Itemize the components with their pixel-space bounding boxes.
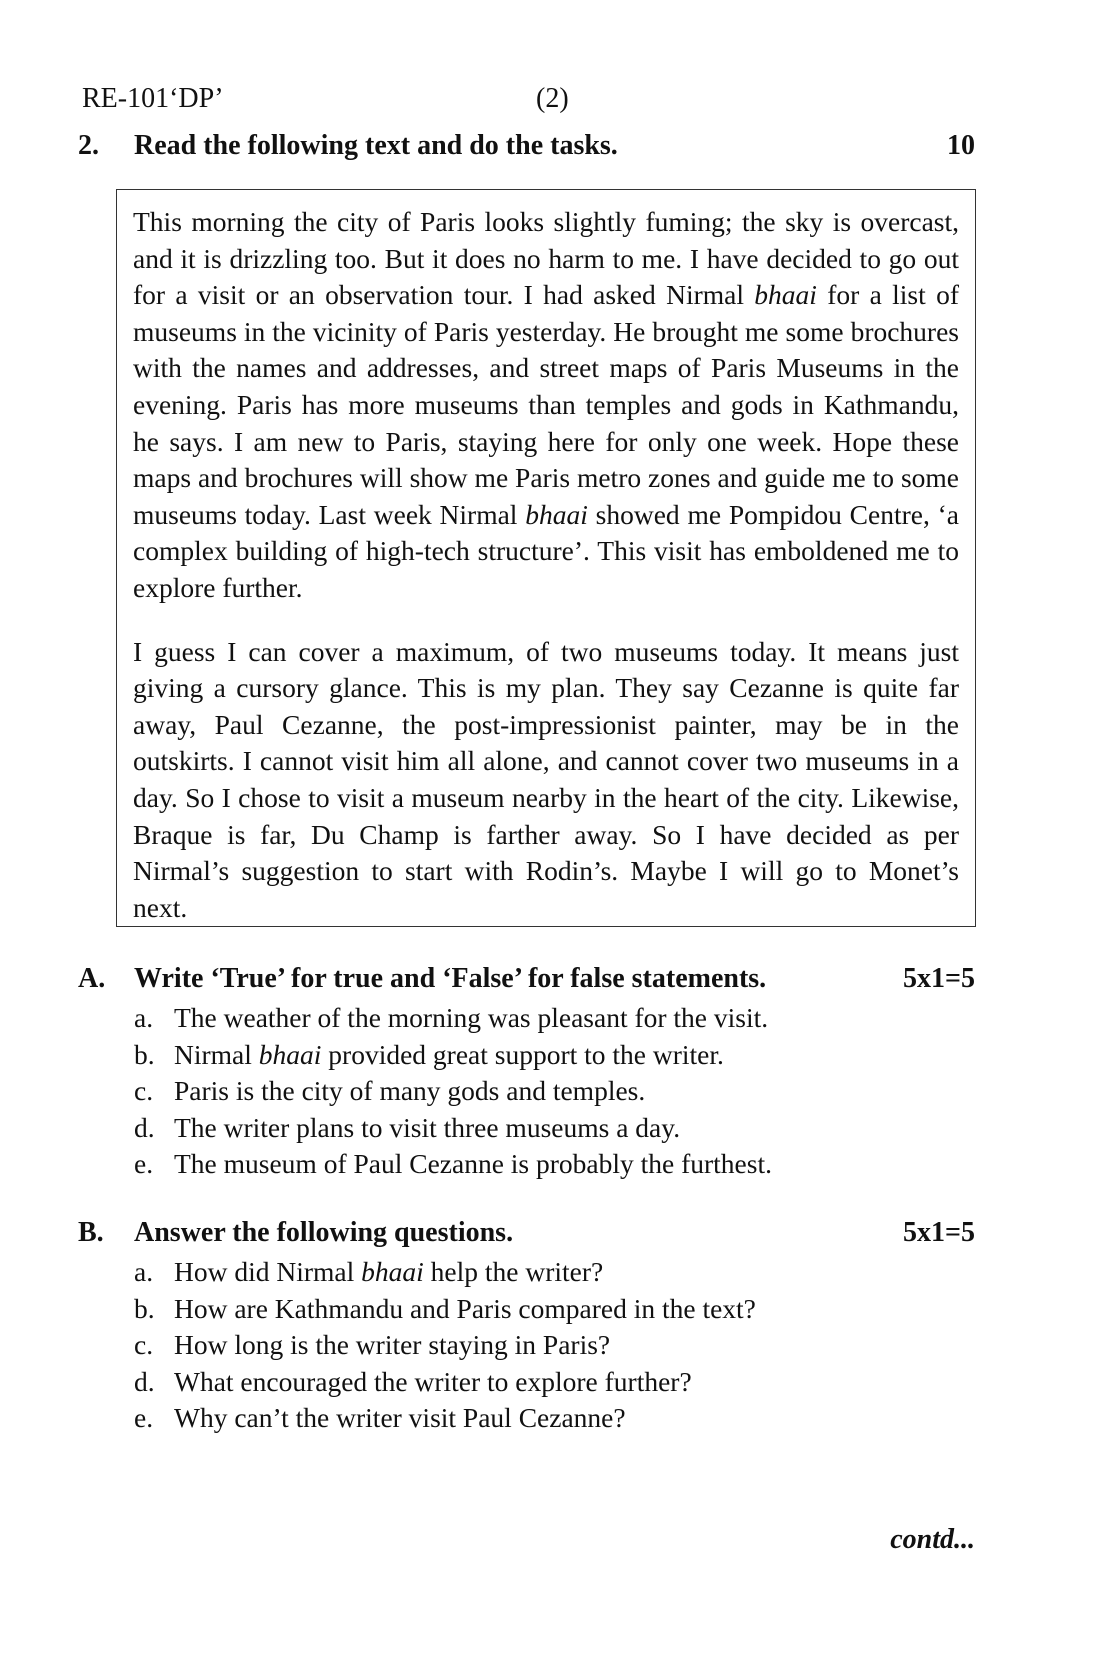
section-b-marks: 5x1=5 (903, 1217, 975, 1248)
question-item (134, 1000, 772, 1037)
question-item (134, 1037, 772, 1074)
question-item (134, 1327, 756, 1364)
item-text: Nirmal bhaai provided great support to the writer. (174, 1038, 724, 1070)
item-letter: d. (134, 1111, 155, 1143)
item-letter: e. (134, 1148, 154, 1180)
item-text: How are Kathmandu and Paris compared in the text? (174, 1292, 756, 1324)
section-a-label: A. (78, 963, 106, 994)
section-a-list (134, 1000, 772, 1183)
section-b-list (134, 1254, 756, 1437)
question-item (134, 1073, 772, 1110)
passage-paragraph-1: This morning the city of Paris looks slightly fuming; the sky is overcast, and it is drizzling too. But it does no harm to me. I have decided to go out for a visit or an observation tour. I had asked Nirmal bhaai for a list of museums in the vicinity of Paris yesterday. He brought me some brochures with the names and addresses, and street maps of Paris Museums in the evening. Paris has more museums than temples and gods in Kathmandu, he says. I am new to Paris, staying here for only one week. Hope these maps and brochures will show me Paris metro zones and guide me to some museums today. Last week Nirmal bhaai showed me Pompidou Centre, ‘a complex building of high-tech structure’. This visit has emboldened me to explore further. (133, 206, 959, 603)
item-letter: e. (134, 1402, 154, 1434)
passage-paragraph-2: I guess I can cover a maximum, of two museums today. It means just giving a cursory glance. This is my plan. They say Cezanne is quite far away, Paul Cezanne, the post-impressionist painter, may be in the outskirts. I cannot visit him all alone, and cannot cover two museums in a day. So I chose to visit a museum nearby in the heart of the city. Likewise, Braque is far, Du Champ is farther away. So I have decided as per Nirmal’s suggestion to start with Rodin’s. Maybe I will go to Monet’s next. (133, 635, 959, 923)
item-letter: b. (134, 1038, 155, 1070)
question-item (134, 1146, 772, 1183)
item-text: How long is the writer staying in Paris? (174, 1329, 611, 1361)
section-a-marks: 5x1=5 (903, 963, 975, 994)
question-number: 2. (78, 130, 99, 161)
question-item (134, 1364, 756, 1401)
item-text: How did Nirmal bhaai help the writer? (174, 1256, 604, 1287)
item-letter: d. (134, 1365, 155, 1397)
item-letter: c. (134, 1329, 154, 1361)
item-text: Paris is the city of many gods and temples. (174, 1075, 646, 1107)
item-text: What encouraged the writer to explore further? (174, 1365, 692, 1397)
question-item (134, 1291, 756, 1328)
item-letter: b. (134, 1292, 155, 1324)
continued-note: contd... (890, 1524, 975, 1555)
paper-code: RE-101‘DP’ (82, 83, 224, 114)
section-b-title: Answer the following questions. (134, 1217, 514, 1248)
question-item (134, 1400, 756, 1437)
section-a-title: Write ‘True’ for true and ‘False’ for false statements. (134, 963, 767, 994)
question-item (134, 1110, 772, 1147)
question-item (134, 1254, 756, 1291)
item-text: The weather of the morning was pleasant for the visit. (174, 1002, 769, 1033)
page-number: (2) (536, 83, 569, 114)
item-letter: a. (134, 1256, 154, 1287)
item-text: The museum of Paul Cezanne is probably the furthest. (174, 1148, 772, 1180)
item-text: Why can’t the writer visit Paul Cezanne? (174, 1402, 626, 1434)
section-b-label: B. (78, 1217, 104, 1248)
item-letter: c. (134, 1075, 154, 1107)
question-marks: 10 (947, 130, 975, 161)
item-letter: a. (134, 1002, 154, 1033)
question-instruction: Read the following text and do the tasks. (134, 130, 618, 161)
item-text: The writer plans to visit three museums a day. (174, 1111, 681, 1143)
passage-box (116, 189, 976, 927)
